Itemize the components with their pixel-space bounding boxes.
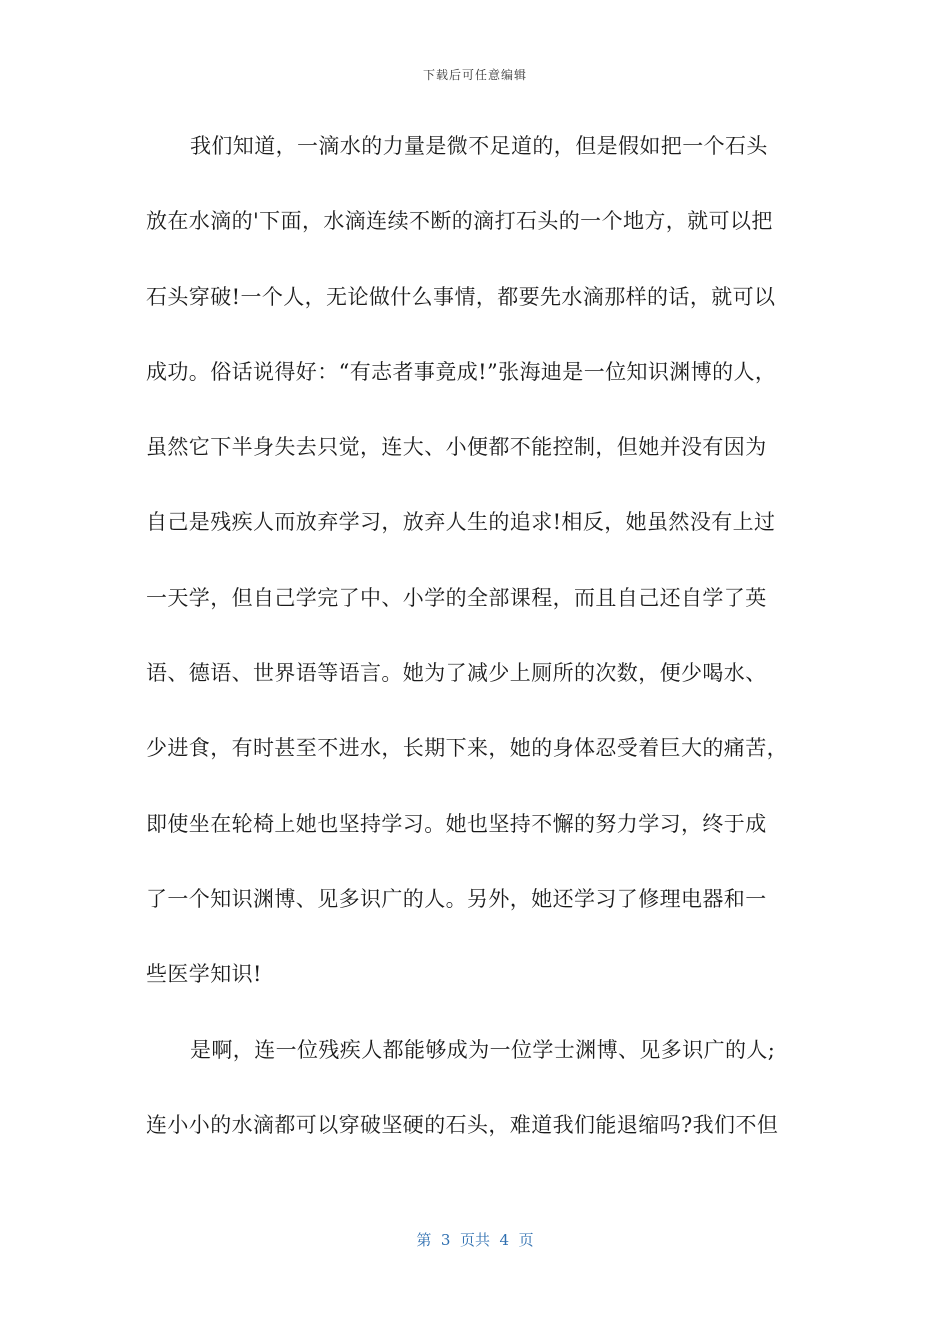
paragraph-line: 即使坐在轮椅上她也坚持学习。她也坚持不懈的努力学习，终于成 — [146, 811, 767, 836]
page-number: 第 3 页共 4 页 — [416, 1231, 534, 1249]
paragraph-line: 虽然它下半身失去只觉，连大、小便都不能控制，但她并没有因为 — [146, 435, 767, 460]
paragraph-line: 连小小的水滴都可以穿破坚硬的石头，难道我们能退缩吗?我们不但 — [146, 1112, 779, 1137]
paragraph-line: 是啊，连一位残疾人都能够成为一位学士渊博、见多识广的人; — [190, 1037, 776, 1062]
paragraph-line: 些医学知识! — [146, 962, 262, 987]
document-body — [146, 124, 818, 1178]
paragraph-line: 一天学，但自己学完了中、小学的全部课程，而且自己还自学了英 — [146, 585, 767, 610]
paragraph-line: 成功。俗话说得好：“有志者事竟成!”张海迪是一位知识渊博的人， — [146, 359, 777, 384]
paragraph-line: 我们知道，一滴水的力量是微不足道的，但是假如把一个石头 — [190, 134, 768, 158]
paragraph-line: 语、德语、世界语等语言。她为了减少上厕所的次数，便少喝水、 — [146, 661, 767, 686]
paragraph-line: 放在水滴的'下面，水滴连续不断的滴打石头的一个地方，就可以把 — [146, 209, 773, 234]
paragraph-line: 少进食，有时甚至不进水，长期下来，她的身体忍受着巨大的痛苦， — [146, 736, 788, 761]
header-note: 下载后可任意编辑 — [422, 68, 527, 82]
paragraph-line: 自己是残疾人而放弃学习，放弃人生的追求!相反，她虽然没有上过 — [146, 510, 776, 535]
paragraph-line: 了一个知识渊博、见多识广的人。另外，她还学习了修理电器和一 — [146, 886, 767, 911]
paragraph-line: 石头穿破!一个人，无论做什么事情，都要先水滴那样的话，就可以 — [146, 284, 776, 309]
